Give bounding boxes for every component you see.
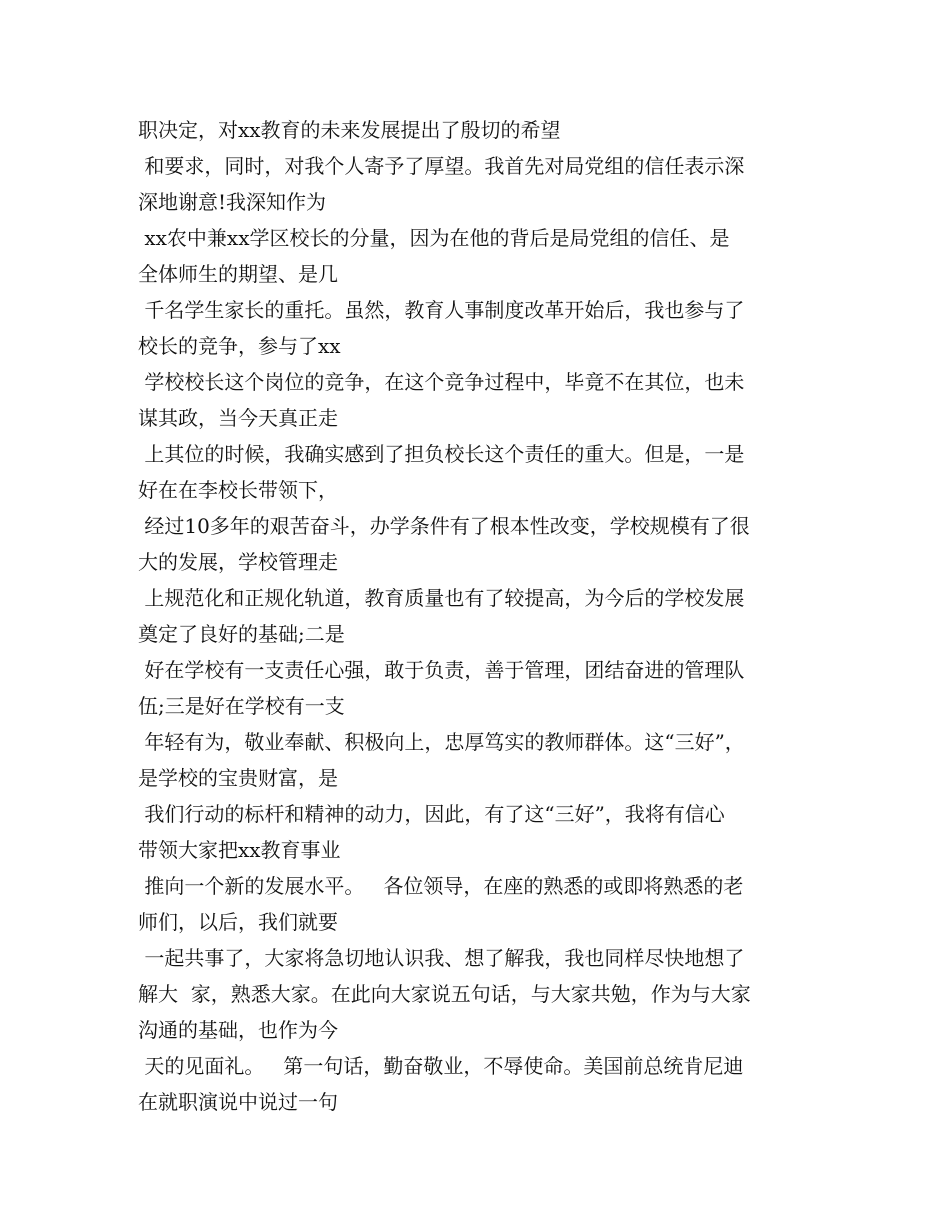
document-body [138, 112, 828, 1120]
text-line: 学校校长这个岗位的竞争，在这个竞争过程中，毕竟不在其位，也未 [138, 370, 745, 394]
text-line: 是学校的宝贵财富，是 [138, 766, 338, 790]
text-line: 经过10多年的艰苦奋斗，办学条件有了根本性改变，学校规模有了很 [138, 514, 750, 538]
text-line: 天的见面礼。 第一句话，勤奋敬业，不辱使命。美国前总统肯尼迪 [138, 1054, 744, 1078]
text-line: 千名学生家长的重托。虽然，教育人事制度改革开始后，我也参与了 [138, 298, 745, 322]
text-line: 我们行动的标杆和精神的动力，因此，有了这“三好”，我将有信心 [138, 802, 725, 826]
text-line: 好在学校有一支责任心强，敢于负责，善于管理，团结奋进的管理队 [138, 658, 745, 682]
text-line: 一起共事了，大家将急切地认识我、想了解我，我也同样尽快地想了 [138, 946, 745, 970]
text-line: 沟通的基础，也作为今 [138, 1018, 338, 1042]
text-line: xx农中兼xx学区校长的分量，因为在他的背后是局党组的信任、是 [138, 226, 730, 250]
text-line: 推向一个新的发展水平。 各位领导，在座的熟悉的或即将熟悉的老 [138, 874, 744, 898]
text-line: 深地谢意!我深知作为 [138, 190, 327, 214]
text-line: 上规范化和正规化轨道，教育质量也有了较提高，为今后的学校发展 [138, 586, 745, 610]
text-line: 上其位的时候，我确实感到了担负校长这个责任的重大。但是，一是 [138, 442, 745, 466]
text-line: 年轻有为，敬业奉献、积极向上，忠厚笃实的教师群体。这“三好”， [138, 730, 745, 754]
text-line: 伍;三是好在学校有一支 [138, 694, 345, 718]
text-line: 大的发展，学校管理走 [138, 550, 338, 574]
text-line: 好在在李校长带领下， [138, 478, 338, 502]
text-line: 师们，以后，我们就要 [138, 910, 338, 934]
text-line: 解大 家，熟悉大家。在此向大家说五句话，与大家共勉，作为与大家 [138, 982, 751, 1006]
text-line: 带领大家把xx教育事业 [138, 838, 341, 862]
text-line: 奠定了良好的基础;二是 [138, 622, 345, 646]
text-line: 全体师生的期望、是几 [138, 262, 338, 286]
text-line: 和要求，同时，对我个人寄予了厚望。我首先对局党组的信任表示深 [138, 154, 745, 178]
text-line: 在就职演说中说过一句 [138, 1090, 338, 1114]
text-line: 职决定，对xx教育的未来发展提出了殷切的希望 [138, 118, 561, 142]
text-line: 校长的竞争，参与了xx [138, 334, 341, 358]
text-line: 谋其政，当今天真正走 [138, 406, 338, 430]
